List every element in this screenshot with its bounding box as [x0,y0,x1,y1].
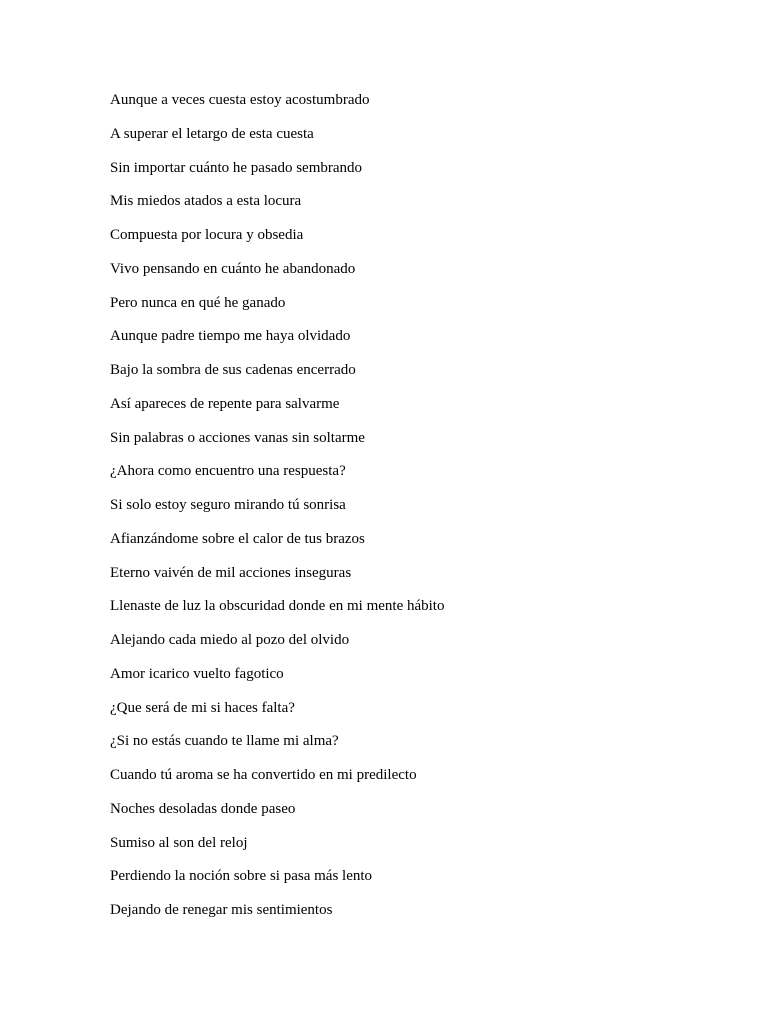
poem-text [110,84,444,928]
poem-line: Cuando tú aroma se ha convertido en mi predilecto [110,767,417,783]
poem-line: Sin importar cuánto he pasado sembrando [110,159,363,176]
poem-line: Si solo estoy seguro mirando tú sonrisa [110,497,346,513]
poem-line: Sumiso al son del reloj [110,834,248,851]
poem-line: Dejando de renegar mis sentimientos [110,902,333,918]
poem-line: ¿Si no estás cuando te llame mi alma? [110,733,339,750]
poem-line: Alejando cada miedo al pozo del olvido [110,632,350,648]
poem-line: Pero nunca en qué he ganado [110,294,286,311]
poem-line: Así apareces de repente para salvarme [110,395,340,412]
poem-line: Bajo la sombra de sus cadenas encerrado [110,362,356,378]
poem-line: Llenaste de luz la obscuridad donde en mi mente hábito [110,598,445,615]
poem-line: Mis miedos atados a esta locura [110,193,302,210]
poem-line: Amor icarico vuelto fagotico [110,665,284,682]
poem-line: Sin palabras o acciones vanas sin soltarme [110,429,365,446]
poem-line: Afianzándome sobre el calor de tus brazos [110,530,365,547]
poem-line: Perdiendo la noción sobre si pasa más lento [110,868,373,885]
poem-line: A superar el letargo de esta cuesta [110,125,314,142]
poem-line: Vivo pensando en cuánto he abandonado [110,260,356,277]
poem-line: Aunque padre tiempo me haya olvidado [110,328,351,345]
poem-line: Aunque a veces cuesta estoy acostumbrado [110,92,370,108]
poem-line: ¿Ahora como encuentro una respuesta? [110,463,346,480]
poem-line: Compuesta por locura y obsedia [110,227,304,243]
poem-line: ¿Que será de mi si haces falta? [110,699,295,716]
poem-line: Noches desoladas donde paseo [110,800,296,817]
poem-line: Eterno vaivén de mil acciones inseguras [110,564,352,581]
